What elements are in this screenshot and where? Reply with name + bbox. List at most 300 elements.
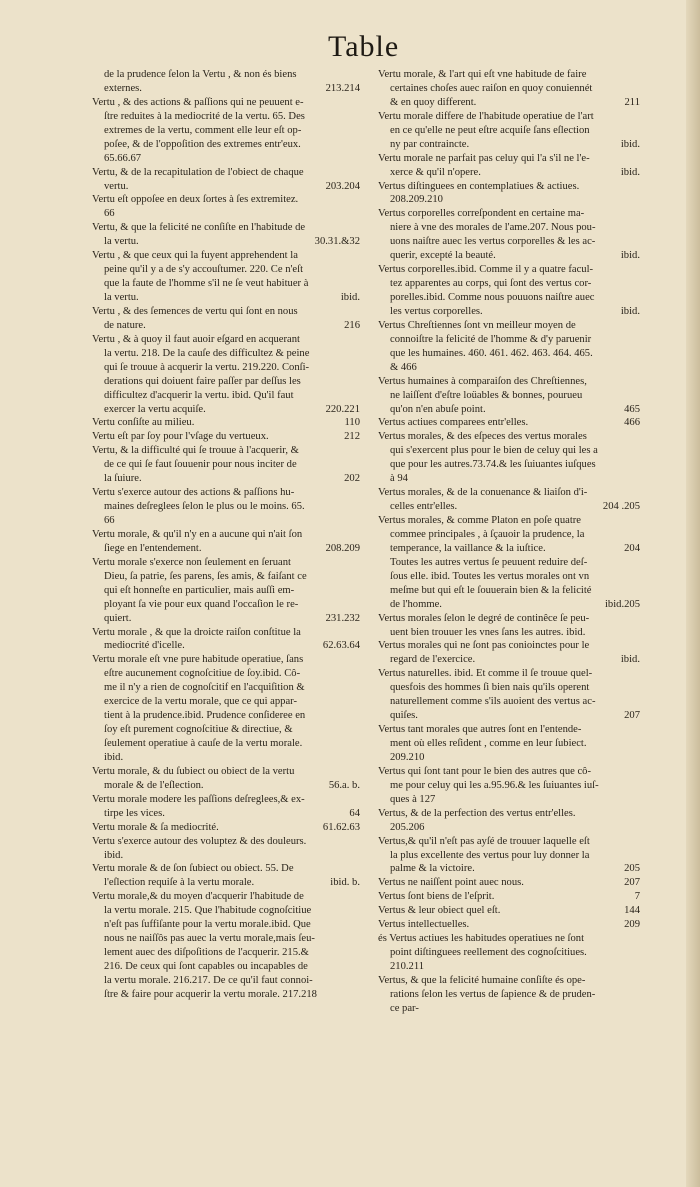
entry-text: la ſuiure. xyxy=(104,473,142,485)
index-line xyxy=(92,333,360,347)
index-line xyxy=(92,500,360,514)
entry-text: ployant ſa vie pour eux quand l'occaſion le re- xyxy=(104,598,299,610)
index-line xyxy=(92,124,360,138)
index-line xyxy=(378,556,640,570)
index-line xyxy=(92,96,360,110)
index-line xyxy=(378,932,640,946)
entry-text: Vertu conſiſte au milieu. xyxy=(92,417,195,429)
entry-text: Vertus naturelles. ibid. Et comme il ſe trouue quel- xyxy=(378,668,593,680)
index-line xyxy=(92,263,360,277)
entry-text: és Vertus actiues les habitudes operatiues ne ſont xyxy=(378,933,585,945)
entry-text: rations ſelon les vertus de ſapience & de pruden- xyxy=(390,988,596,1000)
entry-text: Vertus actiues comparees entr'elles. xyxy=(378,417,529,429)
index-line xyxy=(378,361,640,375)
index-line xyxy=(378,862,640,876)
entry-text: de ce qui ſe faut ſouuenir pour nous inciter de xyxy=(104,459,297,471)
index-line xyxy=(378,960,640,974)
entry-text: Vertu morale s'exerce non ſeulement en ſeruant xyxy=(92,556,291,568)
page-reference: ibid. xyxy=(620,166,640,178)
page-reference: 61.62.63 xyxy=(322,821,360,833)
entry-text: Vertu , & à quoy il faut auoir eſgard en acquerant xyxy=(92,333,300,345)
index-line xyxy=(92,207,360,221)
entry-text: ny par contraincte. xyxy=(390,138,470,150)
right-column xyxy=(378,68,640,1016)
page-reference: 216 xyxy=(344,319,360,331)
entry-text: ment où elles reſident , comme en leur ſubiect. xyxy=(390,738,587,749)
entry-text: Vertu morale, & du ſubiect ou obiect de la vertu xyxy=(92,765,295,777)
entry-text: eſtre aucunement cognoſcitiue de ſoy.ibid. Cô- xyxy=(104,668,301,680)
index-line xyxy=(378,751,640,765)
entry-text: les vertus corporelles. xyxy=(390,305,483,317)
entry-text: qui ſe trouue à acquerir la vertu. 219.220. Conſi- xyxy=(104,361,310,373)
entry-text: 66 xyxy=(104,208,115,220)
index-line xyxy=(92,458,360,472)
entry-text: exercer la vertu acquiſe. xyxy=(104,403,206,415)
index-line xyxy=(92,361,360,375)
index-line xyxy=(378,124,640,138)
index-line xyxy=(378,430,640,444)
entry-text: Vertu morale ne parfait pas celuy qui l'a s'il ne l'e- xyxy=(378,152,590,164)
entry-text: Vertu morale modere les paſſions deſreglees,& ex- xyxy=(92,793,305,805)
entry-text: morale & de l'eſlection. xyxy=(104,779,204,791)
entry-text: Vertus intellectuelles. xyxy=(378,919,470,931)
entry-text: qu'on n'en abuſe point. xyxy=(390,403,486,415)
index-line xyxy=(92,598,360,612)
entry-text: me pour celuy qui les a.95.96.& les ſuiuantes iuſ- xyxy=(390,779,599,791)
entry-text: 208.209.210 xyxy=(390,194,443,206)
entry-text: Vertu morale, & l'art qui eſt vne habitude de faire xyxy=(378,69,587,80)
index-line xyxy=(378,193,640,207)
entry-text: la vertu morale. 216.217. De ce qu'il faut connoi- xyxy=(104,974,313,986)
index-line xyxy=(378,876,640,890)
index-line xyxy=(378,849,640,863)
entry-text: Vertu eſt oppoſee en deux ſortes à ſes extremitez. xyxy=(92,194,299,206)
index-line xyxy=(378,904,640,918)
index-line xyxy=(378,235,640,249)
entry-text: & en quoy different. xyxy=(390,96,477,108)
index-line xyxy=(92,765,360,779)
index-line xyxy=(92,291,360,305)
page-title: Table xyxy=(328,30,400,63)
entry-text: la plus excellente des vertus pour luy donner la xyxy=(390,849,590,861)
index-line xyxy=(378,598,640,612)
index-line xyxy=(92,235,360,249)
entry-text: palme & la victoire. xyxy=(390,863,475,875)
index-line xyxy=(92,82,360,96)
index-line xyxy=(378,807,640,821)
entry-text: la vertu. 218. De la cauſe des difficultez & peine xyxy=(104,347,310,359)
entry-text: Vertus qui ſont tant pour le bien des autres que cô- xyxy=(378,765,591,777)
index-line xyxy=(378,639,640,653)
index-line xyxy=(92,138,360,152)
index-line xyxy=(378,793,640,807)
page-reference: 208.209 xyxy=(325,542,360,554)
entry-text: Vertus Chreſtiennes ſont vn meilleur moyen de xyxy=(378,319,576,331)
index-line xyxy=(92,821,360,835)
index-line xyxy=(378,765,640,779)
entry-text: 210.211 xyxy=(390,961,425,972)
index-line xyxy=(92,347,360,361)
entry-text: Vertu morale differe de l'habitude operatiue de l'art xyxy=(378,110,594,122)
page-reference: 209 xyxy=(624,919,640,931)
index-line xyxy=(92,835,360,849)
entry-text: qui s'exercent plus pour le bien de celuy qui les a xyxy=(390,445,598,457)
entry-text: Vertus morales, & de la conuenance & liaiſon d'i- xyxy=(378,487,588,499)
page-reference: 207 xyxy=(624,877,640,889)
page-reference: 204 xyxy=(624,542,640,554)
index-line xyxy=(378,626,640,640)
index-line xyxy=(92,444,360,458)
entry-text: Vertus ſont biens de l'eſprit. xyxy=(378,891,495,903)
entry-text: 209.210 xyxy=(390,751,425,763)
index-line xyxy=(92,542,360,556)
index-line xyxy=(92,152,360,166)
entry-text: uons naiſtre auec les vertus corporelles & les ac- xyxy=(390,236,596,248)
index-line xyxy=(378,249,640,263)
index-line xyxy=(92,584,360,598)
entry-text: Vertus,& qu'il n'eſt pas ayſé de trouuer laquelle eſt xyxy=(378,835,590,847)
page-reference: 203.204 xyxy=(325,180,360,192)
page-reference: 205 xyxy=(624,863,640,875)
index-line xyxy=(92,389,360,403)
page-edge xyxy=(686,0,700,1187)
page-reference: 212 xyxy=(344,431,360,443)
index-line xyxy=(378,82,640,96)
index-line xyxy=(378,347,640,361)
page-reference: ibid. xyxy=(620,305,640,317)
entry-text: Vertus morales, & des eſpeces des vertus morales xyxy=(378,431,587,443)
page-reference: ibid. xyxy=(620,654,640,666)
entry-text: connoiſtre la felicité de l'homme & d'y paruenir xyxy=(390,333,592,345)
index-line xyxy=(378,890,640,904)
entry-text: Vertu, & de la recapitulation de l'obiect de chaque xyxy=(92,166,304,178)
entry-text: de l'homme. xyxy=(390,598,442,610)
index-line xyxy=(92,430,360,444)
entry-text: point diſtinguees reellement des cognoſcitiues. xyxy=(390,947,587,959)
index-line xyxy=(378,779,640,793)
entry-text: Vertu, & que la felicité ne conſiſte en l'habitude de xyxy=(92,222,306,234)
page-reference: ibid.205 xyxy=(604,598,640,610)
index-line xyxy=(92,416,360,430)
entry-text: Vertu morale & ſa mediocrité. xyxy=(92,821,219,833)
index-line xyxy=(92,890,360,904)
index-line xyxy=(378,152,640,166)
index-line xyxy=(378,653,640,667)
page-reference: 207 xyxy=(624,710,640,722)
index-line xyxy=(92,709,360,723)
index-line xyxy=(378,612,640,626)
index-line xyxy=(92,960,360,974)
page-reference: 204 .205 xyxy=(602,501,640,513)
index-line xyxy=(378,974,640,988)
entry-text: ſtre & faire pour acquerir la vertu morale. 217.218 xyxy=(104,988,317,1000)
entry-text: xerce & qu'il n'opere. xyxy=(390,166,481,178)
index-line xyxy=(378,500,640,514)
index-line xyxy=(378,221,640,235)
entry-text: tez apparentes au corps, qui ſont des vertus cor- xyxy=(390,278,592,290)
index-line xyxy=(378,542,640,556)
left-column xyxy=(92,68,360,1002)
index-line xyxy=(92,68,360,82)
page-reference: 62.63.64 xyxy=(322,640,360,652)
index-line xyxy=(92,988,360,1002)
entry-text: qui eſt honneſte en particulier, mais auſſi em- xyxy=(104,584,295,596)
entry-text: la vertu. xyxy=(104,292,139,303)
index-line xyxy=(378,821,640,835)
index-line xyxy=(92,193,360,207)
entry-text: à 94 xyxy=(390,473,408,485)
entry-text: uent bien trouuer les vnes ſans les autres. ibid. xyxy=(390,626,586,638)
index-line xyxy=(92,514,360,528)
index-line xyxy=(378,458,640,472)
index-line xyxy=(378,110,640,124)
index-line xyxy=(378,528,640,542)
index-line xyxy=(92,528,360,542)
entry-text: l'eſlection requiſe à la vertu morale. xyxy=(104,877,255,889)
entry-text: tient à la prudence.ibid. Prudence conſideree en xyxy=(104,710,306,722)
entry-text: me il n'y a rien de cognoſcitif en l'acquiſition & xyxy=(104,682,305,694)
entry-text: tirpe les vices. xyxy=(104,807,165,819)
index-line xyxy=(378,946,640,960)
page-reference: 56.a. b. xyxy=(328,779,360,791)
entry-text: Vertus & leur obiect quel eſt. xyxy=(378,905,501,917)
index-line xyxy=(378,918,640,932)
index-line xyxy=(378,389,640,403)
entry-text: certaines choſes auec raiſon en quoy conuiennét xyxy=(390,82,593,94)
page-reference: 30.31.&32 xyxy=(314,236,360,248)
index-line xyxy=(378,737,640,751)
index-line xyxy=(92,180,360,194)
entry-text: mediocrité d'icelle. xyxy=(104,640,185,652)
index-line xyxy=(378,138,640,152)
index-line xyxy=(92,946,360,960)
index-line xyxy=(92,876,360,890)
index-line xyxy=(378,723,640,737)
page-reference: 110 xyxy=(344,417,360,429)
entry-text: externes. xyxy=(104,82,142,94)
entry-text: que pour les autres.73.74.& les ſuiuantes iuſques xyxy=(390,459,596,471)
index-line xyxy=(92,249,360,263)
index-line xyxy=(92,221,360,235)
index-line xyxy=(92,612,360,626)
index-line xyxy=(378,472,640,486)
entry-text: ne laiſſent d'eſtre loüables & bonnes, pourueu xyxy=(390,389,583,401)
index-line xyxy=(378,988,640,1002)
entry-text: Vertu morale & de ſon ſubiect ou obiect. 55. De xyxy=(92,863,294,875)
index-line xyxy=(92,472,360,486)
page-reference: 64 xyxy=(349,807,360,819)
index-line xyxy=(92,751,360,765)
index-line xyxy=(92,375,360,389)
entry-text: Vertu s'exerce autour des voluptez & des douleurs. xyxy=(92,835,307,847)
entry-text: la vertu. xyxy=(104,236,139,248)
index-line xyxy=(92,667,360,681)
index-line xyxy=(92,904,360,918)
entry-text: Vertu morale, & qu'il n'y en a aucune qui n'ait ſon xyxy=(92,528,303,540)
page-reference: 466 xyxy=(624,417,640,429)
index-line xyxy=(92,723,360,737)
entry-text: Vertu morale,& du moyen d'acquerir l'habitude de xyxy=(92,891,304,903)
index-line xyxy=(92,653,360,667)
page-reference: 213.214 xyxy=(325,82,360,94)
entry-text: ſeulement operatiue à cauſe de la vertu morale. xyxy=(104,738,303,749)
entry-text: Vertu , & des ſemences de vertu qui ſont en nous xyxy=(92,305,298,317)
entry-text: querir, excepté la beauté. xyxy=(390,250,496,262)
page-reference: 231.232 xyxy=(325,612,360,624)
entry-text: porelles.ibid. Comme nous pouuons naiſtre auec xyxy=(390,292,595,303)
entry-text: Vertu, & la difficulté qui ſe trouue à l'acquerir, & xyxy=(92,445,299,457)
index-line xyxy=(378,681,640,695)
entry-text: commee principales , à ſçauoir la prudence, la xyxy=(390,528,585,540)
entry-text: que les humaines. 460. 461. 462. 463. 464. 465. xyxy=(390,347,593,359)
index-line xyxy=(92,974,360,988)
entry-text: niere à vne des morales de l'ame.207. Nous pou- xyxy=(390,222,596,234)
page-reference: ibid. xyxy=(620,138,640,150)
entry-text: 65.66.67 xyxy=(104,152,142,164)
index-line xyxy=(378,667,640,681)
index-line xyxy=(92,918,360,932)
index-line xyxy=(378,486,640,500)
entry-text: Vertus morales qui ne ſont pas conioinctes pour le xyxy=(378,640,590,652)
entry-text: vertu. xyxy=(104,180,129,192)
entry-text: Vertu , & que ceux qui la fuyent apprehendent la xyxy=(92,250,298,262)
entry-text: Vertus morales, & comme Platon en poſe quatre xyxy=(378,515,581,526)
index-line xyxy=(378,514,640,528)
entry-text: ques à 127 xyxy=(390,793,436,805)
entry-text: temperance, la vaillance & la iuſtice. xyxy=(390,542,546,554)
entry-text: 205.206 xyxy=(390,821,425,833)
page-reference: ibid. xyxy=(340,292,360,303)
entry-text: difficultez d'acquerir la vertu. ibid. Qu'il faut xyxy=(104,389,294,401)
index-line xyxy=(378,709,640,723)
entry-text: poſee, & de l'oppoſition des extremes entr'eux. xyxy=(104,138,301,150)
index-line xyxy=(92,793,360,807)
index-line xyxy=(378,207,640,221)
entry-text: ibid. xyxy=(104,849,124,861)
entry-text: extremes de la vertu, comment elle leur eſt op- xyxy=(104,124,302,136)
entry-text: derations qui doiuent faire paſſer par deſſus les xyxy=(104,375,301,387)
entry-text: Vertus tant morales que autres ſont en l'entende- xyxy=(378,724,582,736)
entry-text: la vertu morale. 215. Que l'habitude cognoſcitiue xyxy=(104,905,312,917)
entry-text: Vertus diſtinguees en contemplatiues & actiues. xyxy=(378,180,580,192)
index-line xyxy=(92,319,360,333)
index-line xyxy=(378,277,640,291)
entry-text: Vertus corporelles.ibid. Comme il y a quatre facul- xyxy=(378,264,594,276)
index-line xyxy=(92,681,360,695)
index-line xyxy=(92,166,360,180)
index-line xyxy=(92,862,360,876)
entry-text: regard de l'exercice. xyxy=(390,654,476,666)
entry-text: quesfois des hommes ſi bien nais qu'ils operent xyxy=(390,682,590,694)
entry-text: ſous elle. ibid. Toutes les vertus morales ont vn xyxy=(390,570,590,582)
entry-text: Vertus corporelles correſpondent en certaine ma- xyxy=(378,208,585,220)
entry-text: lement auec des diſpoſitions de l'acquerir. 215.& xyxy=(104,947,309,959)
index-line xyxy=(378,263,640,277)
index-line xyxy=(378,416,640,430)
entry-text: celles entr'elles. xyxy=(390,501,458,513)
entry-text: quiſes. xyxy=(390,710,418,722)
entry-text: Dieu, ſa patrie, ſes parens, ſes amis, & faiſant ce xyxy=(104,570,307,582)
entry-text: Toutes les autres vertus ſe peuuent reduire deſ- xyxy=(390,556,588,568)
page-reference: 144 xyxy=(624,905,640,917)
index-line xyxy=(378,444,640,458)
index-line xyxy=(92,626,360,640)
index-line xyxy=(92,110,360,124)
entry-text: Vertus morales ſelon le degré de continêce ſe peu- xyxy=(378,612,590,624)
index-line xyxy=(378,291,640,305)
index-line xyxy=(378,403,640,417)
entry-text: Vertu morale , & que la droicte raiſon conſtitue la xyxy=(92,626,301,638)
page-reference: 7 xyxy=(634,891,640,903)
entry-text: Vertu eſt par ſoy pour l'vſage du vertueux. xyxy=(92,431,269,443)
index-line xyxy=(378,584,640,598)
index-line xyxy=(92,639,360,653)
index-line xyxy=(92,305,360,319)
index-line xyxy=(378,695,640,709)
index-line xyxy=(92,779,360,793)
entry-text: en ce qu'elle ne peut eſtre acquiſe ſans eſlection xyxy=(390,124,590,136)
index-line xyxy=(378,180,640,194)
index-line xyxy=(378,68,640,82)
index-line xyxy=(92,277,360,291)
index-line xyxy=(92,570,360,584)
entry-text: & 466 xyxy=(390,361,417,373)
entry-text: Vertus ne naiſſent point auec nous. xyxy=(378,877,524,889)
entry-text: exercice de la vertu morale, que ce qui appar- xyxy=(104,696,298,708)
entry-text: n'eſt pas ſuffiſante pour la vertu morale.ibid. Que xyxy=(104,919,311,931)
index-line xyxy=(92,556,360,570)
entry-text: ibid. xyxy=(104,751,124,763)
entry-text: quiert. xyxy=(104,612,132,624)
index-line xyxy=(92,849,360,863)
entry-text: nous ne naiſſôs pas auec la vertu morale,mais ſeu- xyxy=(104,933,315,945)
index-line xyxy=(92,486,360,500)
entry-text: Vertu s'exerce autour des actions & paſſions hu- xyxy=(92,487,295,499)
index-line xyxy=(378,305,640,319)
entry-text: Vertu morale eſt vne pure habitude operatiue, ſans xyxy=(92,654,304,666)
entry-text: Vertus, & de la perfection des vertus entr'elles. xyxy=(378,807,576,819)
index-line xyxy=(378,319,640,333)
entry-text: 216. De ceux qui ſont capables ou incapables de xyxy=(104,961,308,972)
index-line xyxy=(378,375,640,389)
entry-text: Vertu , & des actions & paſſions qui ne peuuent e- xyxy=(92,96,304,108)
page-reference: 220.221 xyxy=(325,403,360,415)
entry-text: ſtre reduites à la mediocrité de la vertu. 65. Des xyxy=(104,110,305,122)
page-reference: 202 xyxy=(344,473,360,485)
index-line xyxy=(378,166,640,180)
page-reference: ibid. b. xyxy=(330,877,360,889)
entry-text: meſme but qui eſt le ſouuerain bien & la felicité xyxy=(390,584,592,596)
entry-text: 66 xyxy=(104,515,115,526)
entry-text: Vertus, & que la felicité humaine conſiſte és ope- xyxy=(378,974,586,986)
entry-text: que la faute de l'homme s'il ne ſe veut habituer à xyxy=(104,278,309,290)
page-reference: 211 xyxy=(624,96,640,108)
entry-text: ſiege en l'entendement. xyxy=(104,542,202,554)
index-line xyxy=(378,333,640,347)
page-reference: 465 xyxy=(624,403,640,415)
index-line xyxy=(378,1002,640,1016)
index-line xyxy=(378,835,640,849)
index-line xyxy=(92,403,360,417)
entry-text: maines deſreglees ſelon le plus ou le moins. 65. xyxy=(104,501,305,513)
entry-text: peine qu'il y a de s'y accouſtumer. 220. Ce n'eſt xyxy=(104,264,304,276)
entry-text: de nature. xyxy=(104,319,146,331)
index-line xyxy=(92,807,360,821)
entry-text: ce par- xyxy=(390,1002,419,1014)
page-reference: ibid. xyxy=(620,250,640,262)
entry-text: de la prudence ſelon la Vertu , & non és biens xyxy=(104,69,297,80)
index-line xyxy=(378,570,640,584)
